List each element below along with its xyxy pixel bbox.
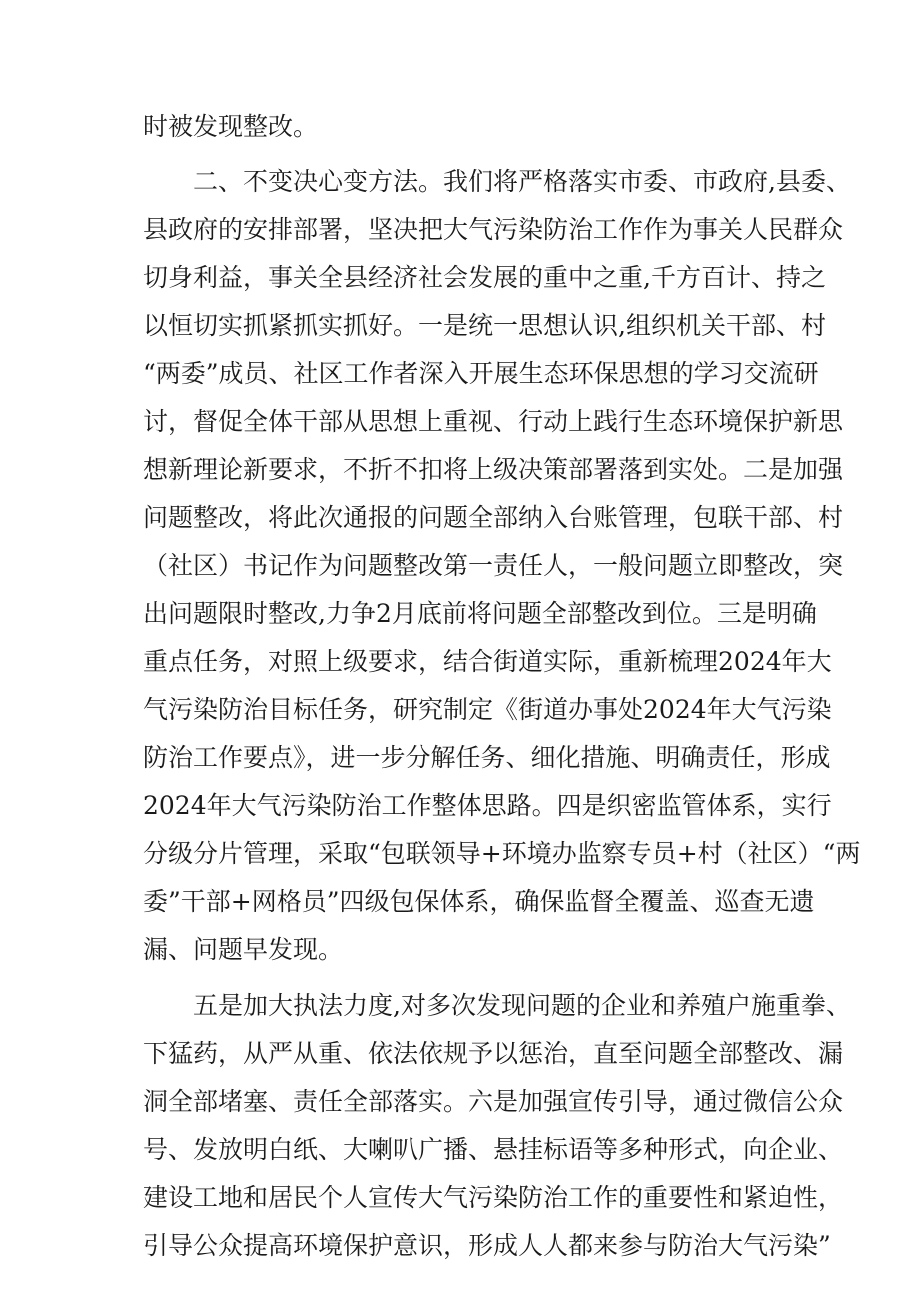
- paragraph-line: （社区）书记作为问题整改第一责任人，一般问题立即整改，突: [143, 551, 844, 580]
- paragraph-line: 想新理论新要求，不折不扣将上级决策部署落到实处。二是加强: [143, 455, 844, 484]
- paragraph-line: 防治工作要点》，进一步分解任务、细化措施、明确责任，形成: [143, 743, 831, 772]
- paragraph-line: 分级分片管理，采取“包联领导+环境办监察专员+村（社区）“两: [143, 839, 861, 868]
- paragraph-line: 漏、问题早发现。: [143, 935, 344, 964]
- paragraph-line: 以恒切实抓紧抓实抓好。一是统一思想认识,组织机关干部、村: [143, 311, 826, 340]
- paragraph-line: 重点任务，对照上级要求，结合街道实际，重新梳理2024年大: [143, 647, 832, 676]
- paragraph-line: 建设工地和居民个人宣传大气污染防治工作的重要性和紧迫性，: [143, 1183, 844, 1212]
- paragraph-line: 洞全部堵塞、责任全部落实。六是加强宣传引导，通过微信公众: [143, 1087, 844, 1116]
- paragraph-line: 五是加大执法力度,对多次发现问题的企业和养殖户施重拳、: [193, 991, 851, 1020]
- paragraph-line: 出问题限时整改,力争2月底前将问题全部整改到位。三是明确: [143, 599, 817, 628]
- paragraph-line: 2024年大气污染防治工作整体思路。四是织密监管体系，实行: [143, 791, 832, 820]
- paragraph-line: 号、发放明白纸、大喇叭广播、悬挂标语等多种形式，向企业、: [143, 1135, 844, 1164]
- paragraph-line: 问题整改，将此次通报的问题全部纳入台账管理，包联干部、村: [143, 503, 844, 532]
- paragraph-line: 引导公众提高环境保护意识，形成人人都来参与防治大气污染”: [143, 1231, 831, 1260]
- paragraph-line: 县政府的安排部署，坚决把大气污染防治工作作为事关人民群众: [143, 215, 844, 244]
- paragraph-line: 时被发现整改。: [143, 112, 319, 141]
- paragraph-line: 二、不变决心变方法。我们将严格落实市委、市政府,县委、: [193, 167, 851, 196]
- paragraph-line: 委”干部+网格员”四级包保体系，确保监督全覆盖、巡查无遗: [143, 887, 815, 916]
- paragraph-line: 气污染防治目标任务，研究制定《街道办事处2024年大气污染: [143, 695, 832, 724]
- paragraph-line: 下猛药，从严从重、依法依规予以惩治，直至问题全部整改、漏: [143, 1039, 844, 1068]
- paragraph-line: 切身利益，事关全县经济社会发展的重中之重,千方百计、持之: [143, 263, 826, 292]
- paragraph-line: “两委”成员、社区工作者深入开展生态环保思想的学习交流研: [143, 359, 819, 388]
- paragraph-line: 讨，督促全体干部从思想上重视、行动上践行生态环境保护新思: [143, 407, 844, 436]
